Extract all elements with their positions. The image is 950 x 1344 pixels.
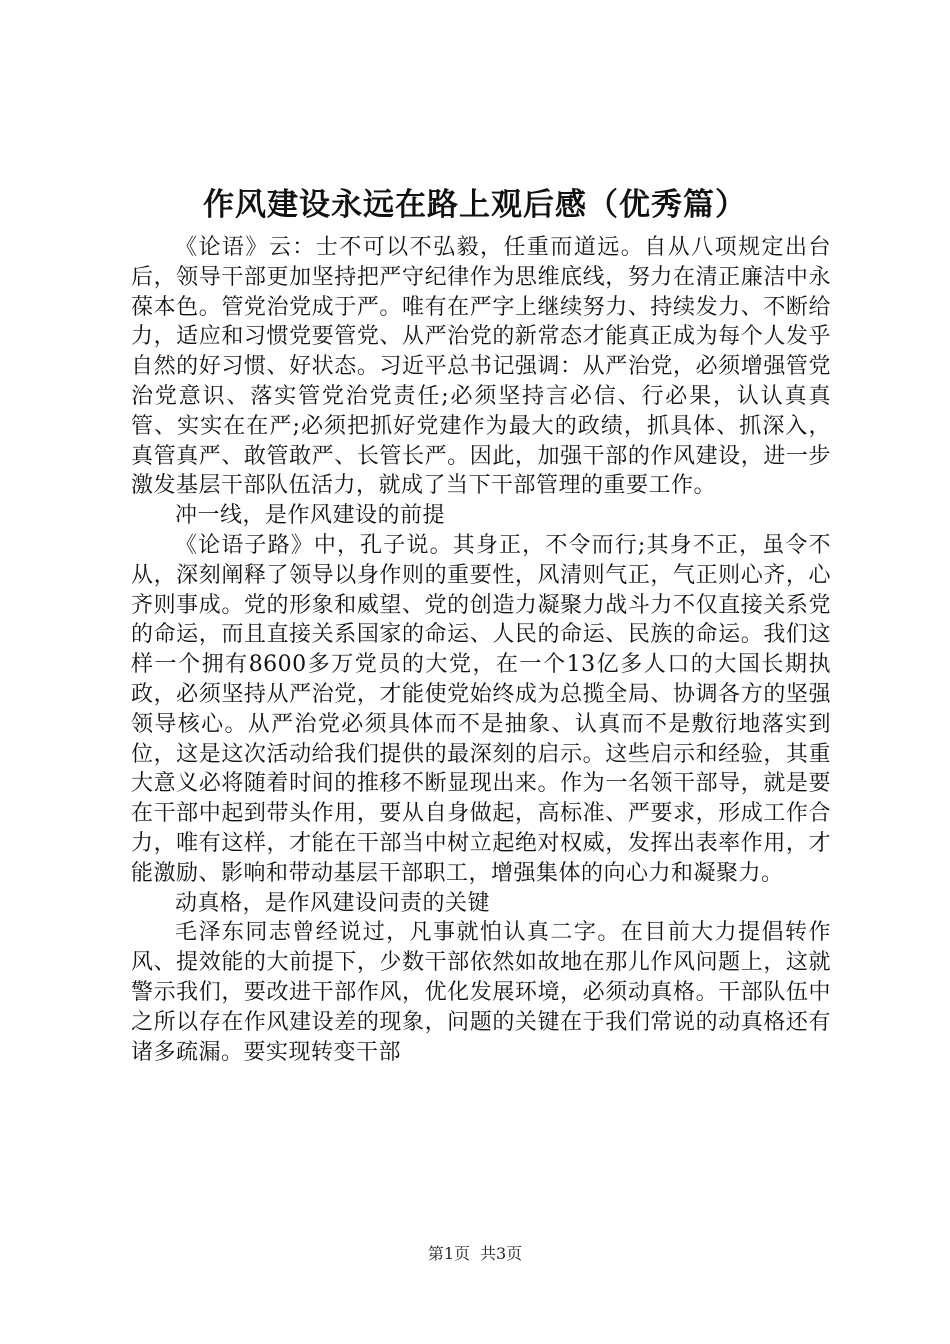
document-body <box>131 233 831 1067</box>
document-title: 作风建设永远在路上观后感（优秀篇） <box>203 187 747 223</box>
page-number-current: 第1页 <box>427 1244 470 1263</box>
page-number-total: 共3页 <box>480 1244 523 1263</box>
page-footer <box>0 1243 950 1265</box>
paragraph-intro: 《论语》云：士不可以不弘毅，任重而道远。自从八项规定出台后，领导干部更加坚持把严守纪律作为思维底线，努力在清正廉洁中永葆本色。管党治党成于严。唯有在严字上继续努力、持续发力、不断给力，适应和习惯党要管党、从严治党的新常态才能真正成为每个人发乎自然的好习惯、好状态。习近平总书记强调：从严治党，必须增强管党治党意识、落实管党治党责任;必须坚持言必信、行必果，认认真真管、实实在在严;必须把抓好党建作为最大的政绩，抓具体、抓深入，真管真严、敢管敢严、长管长严。因此，加强干部的作风建设，进一步激发基层干部队伍活力，就成了当下干部管理的重要工作。 <box>131 235 831 499</box>
section-heading-accountability: 动真格，是作风建设问责的关键 <box>175 890 491 916</box>
paragraph-front-line: 《论语子路》中，孔子说。其身正，不令而行;其身不正，虽令不从，深刻阐释了领导以身作则的重要性，风清则气正，气正则心齐，心齐则事成。党的形象和威望、党的创造力凝聚力战斗力不仅直接关系党的命运，而且直接关系国家的命运、人民的命运、民族的命运。我们这样一个拥有8600多万党员的大党，在一个13亿多人口的大国长期执政，必须坚持从严治党，才能使党始终成为总揽全局、协调各方的坚强领导核心。从严治党必须具体而不是抽象、认真而不是敷衍地落实到位，这是这次活动给我们提供的最深刻的启示。这些启示和经验，其重大意义必将随着时间的推移不断显现出来。作为一名领干部导，就是要在干部中起到带头作用，要从自身做起，高标准、严要求，形成工作合力，唯有这样，才能在干部当中树立起绝对权威，发挥出表率作用，才能激励、影响和带动基层干部职工，增强集体的向心力和凝聚力。 <box>131 532 832 886</box>
paragraph-accountability: 毛泽东同志曾经说过，凡事就怕认真二字。在目前大力提倡转作风、提效能的大前提下，少数干部依然如故地在那儿作风问题上，这就警示我们，要改进干部作风，优化发展环境，必须动真格。干部队伍中之所以存在作风建设差的现象，问题的关键在于我们常说的动真格还有诸多疏漏。要实现转变干部 <box>131 920 831 1065</box>
section-heading-front-line: 冲一线，是作风建设的前提 <box>175 503 446 529</box>
